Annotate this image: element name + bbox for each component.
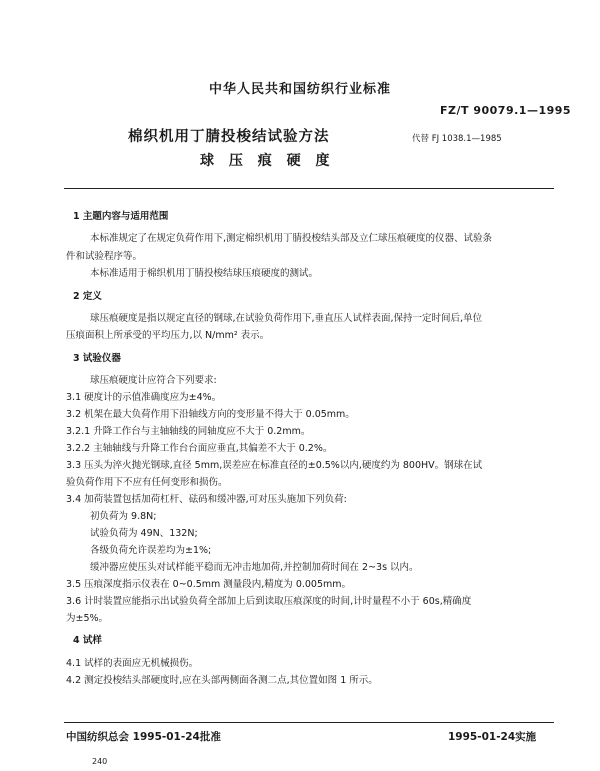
section-3-heading: 3 试验仪器 bbox=[73, 353, 121, 364]
clause-3-1: 3.1 硬度计的示值准确度应为±4%。 bbox=[66, 392, 222, 403]
section-3-intro: 球压痕硬度计应符合下列要求: bbox=[90, 375, 217, 386]
clause-3-4-tolerance: 各级负荷允许误差均为±1%; bbox=[90, 545, 212, 556]
clause-3-4-buffer: 缓冲器应使压头对试样能平稳而无冲击地加荷,并控制加荷时间在 2~3s 以内。 bbox=[90, 562, 419, 573]
clause-3-6-line-2: 为±5%。 bbox=[66, 613, 109, 624]
clause-3-4: 3.4 加荷装置包括加荷杠杆、砝码和缓冲器,可对压头施加下列负荷: bbox=[66, 494, 347, 505]
section-2-line-2: 压痕面积上所承受的平均压力,以 N/mm² 表示。 bbox=[66, 330, 270, 341]
standard-number: FZ/T 90079.1—1995 bbox=[440, 104, 572, 117]
footer-rule bbox=[64, 722, 554, 723]
replaces-note: 代替 FJ 1038.1—1985 bbox=[412, 134, 502, 144]
document-title: 棉织机用丁腈投梭结试验方法 bbox=[128, 129, 330, 145]
document-subtitle: 球 压 痕 硬 度 bbox=[200, 153, 335, 169]
section-2-heading: 2 定义 bbox=[73, 291, 102, 302]
section-1-para-1-line-1: 本标准规定了在规定负荷作用下,测定棉织机用丁腈投梭结头部及立仁球压痕硬度的仪器、试验条 bbox=[90, 233, 493, 244]
clause-3-4-test-load: 试验负荷为 49N、132N; bbox=[90, 528, 198, 539]
clause-3-3-line-1: 3.3 压头为淬火抛光钢球,直径 5mm,误差应在标准直径的±0.5%以内,硬度约为 800HV。钢球在试 bbox=[66, 460, 483, 471]
section-1-para-1-line-2: 件和试验程序等。 bbox=[66, 251, 143, 262]
section-4-heading: 4 试样 bbox=[73, 635, 102, 646]
clause-3-4-initial-load: 初负荷为 9.8N; bbox=[90, 511, 157, 522]
clause-3-2: 3.2 机架在最大负荷作用下沿轴线方向的变形量不得大于 0.05mm。 bbox=[66, 409, 355, 420]
implementation-date: 1995-01-24实施 bbox=[448, 731, 537, 743]
clause-3-6-line-1: 3.6 计时装置应能指示出试验负荷全部加上后到读取压痕深度的时间,计时量程不小于 60s,精确度 bbox=[66, 596, 472, 607]
section-1-para-2: 本标准适用于棉织机用丁腈投梭结球压痕硬度的测试。 bbox=[90, 268, 319, 279]
clause-4-2: 4.2 测定投梭结头部硬度时,应在头部两侧面各测二点,其位置如图 1 所示。 bbox=[66, 675, 378, 686]
page-number: 240 bbox=[92, 757, 108, 766]
clause-3-5: 3.5 压痕深度指示仪表在 0~0.5mm 测量段内,精度为 0.005mm。 bbox=[66, 579, 352, 590]
header-rule bbox=[64, 188, 554, 189]
section-2-line-1: 球压痕硬度是指以规定直径的钢球,在试验负荷作用下,垂直压人试样表面,保持一定时间后,单位 bbox=[90, 313, 483, 324]
clause-3-2-1: 3.2.1 升降工作台与主轴轴线的同轴度应不大于 0.2mm。 bbox=[66, 426, 311, 437]
approval-date: 中国纺织总会 1995-01-24批准 bbox=[66, 731, 221, 743]
clause-4-1: 4.1 试样的表面应无机械损伤。 bbox=[66, 658, 199, 669]
standard-category: 中华人民共和国纺织行业标准 bbox=[208, 82, 391, 97]
clause-3-2-2: 3.2.2 主轴轴线与升降工作台台面应垂直,其偏差不大于 0.2%。 bbox=[66, 443, 333, 454]
clause-3-3-line-2: 验负荷作用下不应有任何变形和损伤。 bbox=[66, 477, 228, 488]
section-1-heading: 1 主题内容与适用范围 bbox=[73, 211, 169, 222]
